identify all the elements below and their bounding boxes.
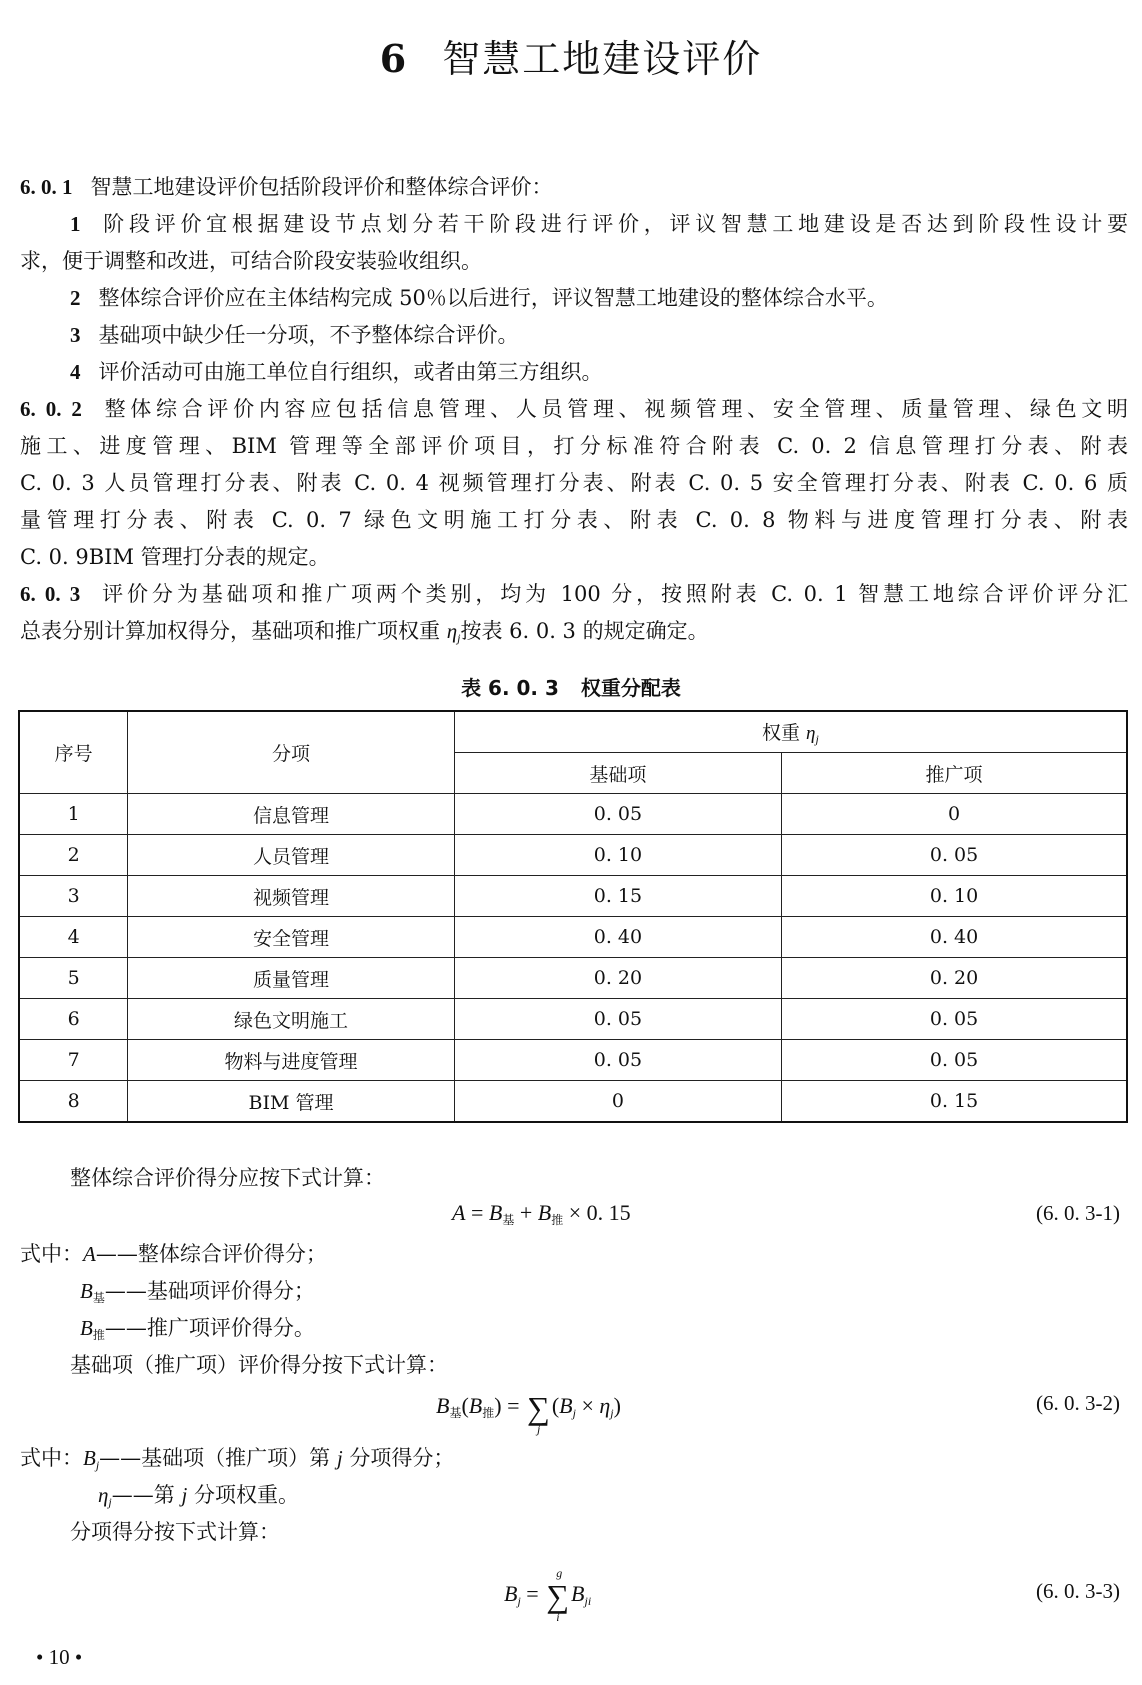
subscript-j: j <box>572 1406 576 1420</box>
cell-seq: 1 <box>19 794 128 835</box>
formula-6-0-3-1 <box>452 1200 631 1228</box>
subscript-j: j <box>517 1594 521 1608</box>
header-promo: 推广项 <box>782 753 1127 794</box>
cell-seq: 4 <box>19 917 128 958</box>
subscript-basic: 基 <box>502 1213 515 1227</box>
eta-symbol: η <box>446 619 458 643</box>
clause-item-3 <box>70 317 1128 354</box>
header-seq: 序号 <box>19 711 128 794</box>
clause-text: 按表 6. 0. 3 的规定确定。 <box>460 619 709 643</box>
var-B: B <box>571 1581 585 1606</box>
subscript-j: j <box>108 1495 112 1509</box>
where-prefix: 式中： <box>20 1446 83 1470</box>
table-row <box>19 876 1127 917</box>
times-coefficient: × 0. 15 <box>563 1200 631 1225</box>
eta-symbol: η <box>599 1393 611 1418</box>
equation-number-1: (6. 0. 3-1) <box>1036 1201 1120 1225</box>
paren: ( <box>551 1393 560 1418</box>
subscript-basic: 基 <box>92 1291 105 1305</box>
clause-number: 6. 0. 2 <box>20 397 82 421</box>
cell-seq: 2 <box>19 835 128 876</box>
definition-text: 分项得分； <box>342 1446 455 1470</box>
cell-basic: 0. 05 <box>454 794 781 835</box>
cell-basic: 0. 05 <box>454 1040 781 1081</box>
cell-promo: 0. 10 <box>782 876 1127 917</box>
clause-6-0-2-line-2 <box>20 428 1128 465</box>
var-B: B <box>468 1393 483 1418</box>
cell-item: 安全管理 <box>128 917 454 958</box>
definition-text: ——基础项评价得分； <box>104 1279 315 1303</box>
header-basic: 基础项 <box>454 753 781 794</box>
var-B: B <box>80 1279 93 1303</box>
cell-basic: 0. 10 <box>454 835 781 876</box>
subscript-promo: 推 <box>551 1213 564 1227</box>
clause-item-2 <box>70 280 1128 317</box>
clause-text: 智慧工地建设评价包括阶段评价和整体综合评价： <box>90 175 553 199</box>
subscript-j: j <box>95 1458 100 1472</box>
table-caption <box>0 672 1142 701</box>
table-row <box>19 999 1127 1040</box>
var-B: B <box>537 1200 552 1225</box>
var-B: B <box>80 1316 93 1340</box>
formula-intro-2 <box>70 1347 1128 1384</box>
definition-text: ——整体综合评价得分； <box>95 1242 327 1266</box>
table-row <box>19 835 1127 876</box>
definition-text: ——基础项（推广项）第 <box>99 1446 337 1470</box>
var-A: A <box>452 1200 466 1225</box>
clause-number: 6. 0. 1 <box>20 175 73 199</box>
equals: = <box>501 1393 526 1418</box>
cell-item: 绿色文明施工 <box>128 999 454 1040</box>
item-number: 3 <box>70 323 81 347</box>
cell-promo: 0. 40 <box>782 917 1127 958</box>
subscript-ji: ji <box>584 1594 592 1608</box>
page-number: • 10 • <box>36 1645 83 1669</box>
clause-6-0-2-line-4 <box>20 502 1128 539</box>
sum-upper-limit: g <box>556 1566 563 1580</box>
times: × <box>575 1393 600 1418</box>
var-A: A <box>83 1242 96 1266</box>
header-item: 分项 <box>128 711 454 794</box>
item-number: 1 <box>70 212 81 236</box>
formula-6-0-3-3 <box>504 1566 592 1624</box>
equation-number-2: (6. 0. 3-2) <box>1036 1391 1120 1415</box>
cell-item: BIM 管理 <box>128 1081 454 1123</box>
intro-text: 基础项（推广项）评价得分按下式计算： <box>70 1353 448 1377</box>
cell-item: 视频管理 <box>128 876 454 917</box>
cell-basic: 0. 40 <box>454 917 781 958</box>
formula-intro-1 <box>70 1160 1128 1197</box>
cell-seq: 5 <box>19 958 128 999</box>
table-header-row <box>19 711 1127 753</box>
clause-text: 整体综合评价内容应包括信息管理、人员管理、视频管理、安全管理、质量管理、绿色文明 <box>99 397 1128 421</box>
item-text: 基础项中缺少任一分项，不予整体综合评价。 <box>98 323 519 347</box>
subscript-basic: 基 <box>449 1406 462 1420</box>
subscript-j: j <box>815 731 819 746</box>
where-prefix: 式中： <box>20 1242 83 1266</box>
table-number: 表 6. 0. 3 <box>461 676 559 700</box>
var-j: j <box>336 1446 343 1470</box>
cell-seq: 8 <box>19 1081 128 1123</box>
var-j: j <box>181 1483 188 1507</box>
intro-text: 分项得分按下式计算： <box>70 1520 280 1544</box>
table-row <box>19 917 1127 958</box>
summation-icon: ∑ j <box>527 1390 550 1436</box>
cell-item: 物料与进度管理 <box>128 1040 454 1081</box>
clause-6-0-3-line-2 <box>20 613 1128 657</box>
subscript-j: j <box>457 631 461 645</box>
sum-lower-index: i <box>556 1610 560 1624</box>
paren: ) <box>613 1393 621 1418</box>
cell-basic: 0. 20 <box>454 958 781 999</box>
intro-text: 整体综合评价得分应按下式计算： <box>70 1166 385 1190</box>
subscript-promo: 推 <box>92 1328 105 1342</box>
cell-item: 人员管理 <box>128 835 454 876</box>
formula-6-0-3-2 <box>436 1390 621 1436</box>
var-B: B <box>488 1200 503 1225</box>
table-title: 权重分配表 <box>580 676 681 700</box>
clause-6-0-2 <box>20 391 1128 428</box>
cell-seq: 6 <box>19 999 128 1040</box>
cell-promo: 0. 20 <box>782 958 1127 999</box>
item-text: 求，便于调整和改进，可结合阶段安装验收组织。 <box>20 249 482 273</box>
chapter-title-text: 智慧工地建设评价 <box>442 37 763 81</box>
chapter-number: 6 <box>379 36 409 81</box>
clause-6-0-3 <box>20 576 1128 613</box>
cell-seq: 3 <box>19 876 128 917</box>
clause-number: 6. 0. 3 <box>20 582 81 606</box>
clause-text: 总表分别计算加权得分，基础项和推广项权重 <box>20 619 447 643</box>
var-B: B <box>436 1393 450 1418</box>
clause-text: C. 0. 3 人员管理打分表、附表 C. 0. 4 视频管理打分表、附表 C. 0. 5 安全管理打分表、附表 C. 0. 6 质 <box>20 471 1128 495</box>
table-row <box>19 794 1127 835</box>
item-text: 阶段评价宜根据建设节点划分若干阶段进行评价，评议智慧工地建设是否达到阶段性设计要 <box>98 212 1128 236</box>
cell-seq: 7 <box>19 1040 128 1081</box>
cell-promo: 0. 05 <box>782 999 1127 1040</box>
table-row <box>19 1040 1127 1081</box>
subscript-promo: 推 <box>482 1406 495 1420</box>
cell-promo: 0. 15 <box>782 1081 1127 1123</box>
cell-promo: 0. 05 <box>782 835 1127 876</box>
header-weight <box>454 711 1127 753</box>
clause-text: 量管理打分表、附表 C. 0. 7 绿色文明施工打分表、附表 C. 0. 8 物料与进度管理打分表、附表 <box>20 508 1128 532</box>
table-row <box>19 958 1127 999</box>
equation-number-3: (6. 0. 3-3) <box>1036 1579 1120 1603</box>
definition-text: ——第 <box>111 1483 182 1507</box>
item-number: 2 <box>70 286 81 310</box>
plus: + <box>514 1200 538 1225</box>
clause-text: 施工、进度管理、BIM 管理等全部评价项目，打分标准符合附表 C. 0. 2 信息管理打分表、附表 <box>20 434 1128 458</box>
cell-promo: 0 <box>782 794 1127 835</box>
eta-symbol: η <box>806 722 816 744</box>
var-B: B <box>559 1393 573 1418</box>
summation-icon: ∑ g i <box>546 1566 570 1624</box>
formula-intro-3 <box>70 1514 1128 1551</box>
clause-6-0-2-line-5 <box>20 539 1128 576</box>
chapter-title <box>0 28 1142 83</box>
equals: = <box>465 1200 489 1225</box>
clause-6-0-2-line-3 <box>20 465 1128 502</box>
item-text: 评价活动可由施工单位自行组织，或者由第三方组织。 <box>98 360 603 384</box>
var-B: B <box>504 1581 518 1606</box>
equals: = <box>520 1581 545 1606</box>
paren: ) <box>494 1393 502 1418</box>
clause-6-0-1 <box>20 169 1128 206</box>
header-weight-label: 权重 <box>761 721 806 744</box>
clause-item-1 <box>70 206 1128 243</box>
paren: ( <box>461 1393 469 1418</box>
definition-text: ——推广项评价得分。 <box>104 1316 315 1340</box>
definition-text: 分项权重。 <box>187 1483 299 1507</box>
weight-distribution-table <box>18 710 1128 1123</box>
eta-symbol: η <box>98 1483 109 1507</box>
item-text: 整体综合评价应在主体结构完成 50％以后进行，评议智慧工地建设的整体综合水平。 <box>98 286 888 310</box>
cell-item: 质量管理 <box>128 958 454 999</box>
where-A <box>20 1236 1128 1273</box>
clause-item-1-continued <box>20 243 1128 280</box>
cell-basic: 0 <box>454 1081 781 1123</box>
cell-item: 信息管理 <box>128 794 454 835</box>
subscript-j: j <box>610 1406 614 1420</box>
sum-lower-index: j <box>537 1422 541 1436</box>
cell-promo: 0. 05 <box>782 1040 1127 1081</box>
clause-item-4 <box>70 354 1128 391</box>
cell-basic: 0. 05 <box>454 999 781 1040</box>
table-row <box>19 1081 1127 1123</box>
clause-text: 评价分为基础项和推广项两个类别，均为 100 分，按照附表 C. 0. 1 智慧工地综合评价评分汇 <box>98 582 1129 606</box>
cell-basic: 0. 15 <box>454 876 781 917</box>
item-number: 4 <box>70 360 81 384</box>
var-B: B <box>83 1446 96 1470</box>
clause-text: C. 0. 9BIM 管理打分表的规定。 <box>20 545 330 569</box>
